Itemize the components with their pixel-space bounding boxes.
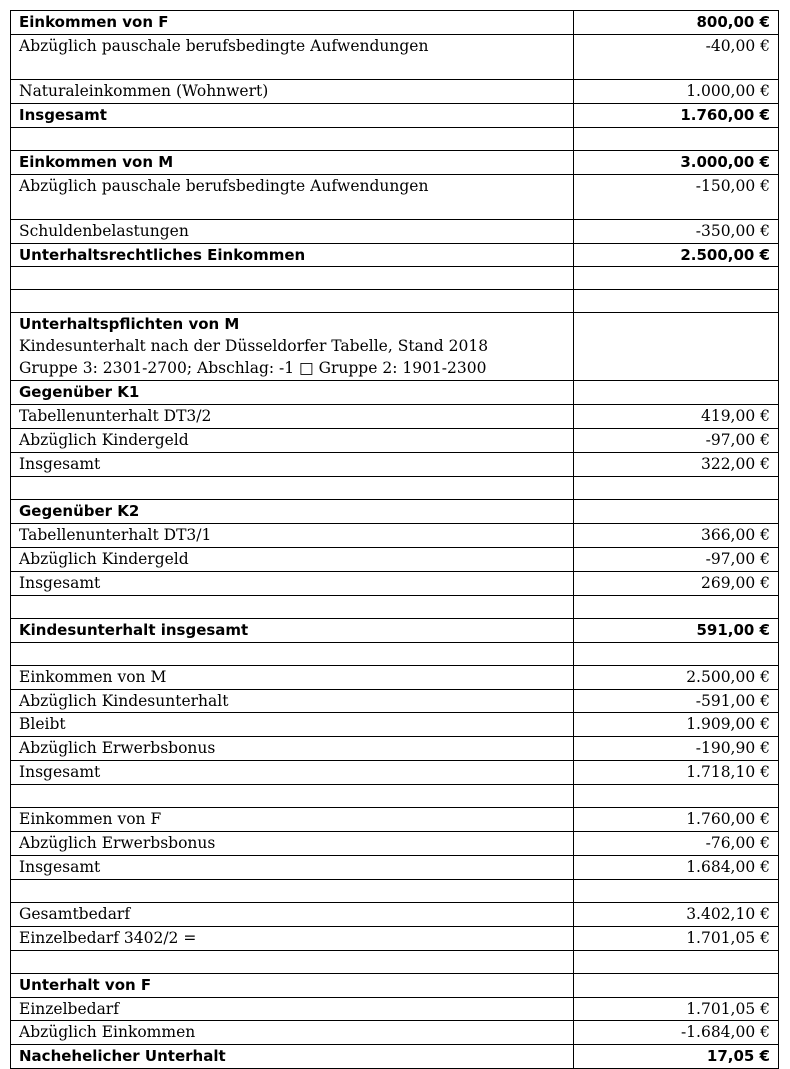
- row-label: [11, 1021, 574, 1045]
- row-label-line: Tabellenunterhalt DT3/1: [19, 525, 212, 544]
- row-label-line: Gesamtbedarf: [19, 904, 131, 923]
- row-amount: [574, 973, 779, 997]
- row-label-line: Tabellenunterhalt DT3/2: [19, 407, 212, 426]
- table-row: [11, 571, 779, 595]
- table-row: [11, 713, 779, 737]
- row-label: [11, 174, 574, 219]
- row-amount: 1.000,00 €: [574, 79, 779, 103]
- row-label: [11, 761, 574, 785]
- row-label: [11, 808, 574, 832]
- row-amount: [574, 477, 779, 500]
- row-label-line: Abzüglich Kindergeld: [19, 431, 189, 450]
- row-label: [11, 243, 574, 267]
- row-amount: 3.402,10 €: [574, 902, 779, 926]
- table-row: [11, 219, 779, 243]
- row-label-line: Einkommen von F: [19, 810, 162, 829]
- table-row: [11, 618, 779, 642]
- row-amount: -190,90 €: [574, 737, 779, 761]
- table-row: [11, 547, 779, 571]
- row-label: [11, 642, 574, 665]
- row-label-line: Insgesamt: [19, 105, 107, 124]
- table-row: [11, 429, 779, 453]
- row-amount: [574, 267, 779, 290]
- table-row: [11, 150, 779, 174]
- table-row: [11, 313, 779, 381]
- row-label-line: Einkommen von M: [19, 152, 174, 171]
- table-row: [11, 500, 779, 524]
- row-label: [11, 477, 574, 500]
- table-row: [11, 737, 779, 761]
- row-amount: 800,00 €: [574, 11, 779, 35]
- row-label-line: Unterhalt von F: [19, 975, 152, 994]
- table-row: [11, 127, 779, 150]
- row-label: [11, 313, 574, 381]
- row-label-line: Einzelbedarf 3402/2 =: [19, 928, 197, 947]
- row-label: [11, 902, 574, 926]
- row-label-line: Naturaleinkommen (Wohnwert): [19, 81, 269, 100]
- row-label-line: Insgesamt: [19, 763, 101, 782]
- row-label: [11, 785, 574, 808]
- row-label-line: Einkommen von F: [19, 13, 169, 31]
- table-row: [11, 973, 779, 997]
- row-label: [11, 150, 574, 174]
- table-row: [11, 761, 779, 785]
- row-amount: -76,00 €: [574, 832, 779, 856]
- row-amount: 322,00 €: [574, 453, 779, 477]
- row-label: [11, 737, 574, 761]
- table-row: [11, 855, 779, 879]
- row-label-line: Abzüglich Erwerbsbonus: [19, 834, 216, 853]
- row-label: [11, 997, 574, 1021]
- row-label: [11, 267, 574, 290]
- table-row: [11, 523, 779, 547]
- row-label: [11, 103, 574, 127]
- row-amount: 366,00 €: [574, 523, 779, 547]
- row-amount: [574, 595, 779, 618]
- row-amount: 17,05 €: [574, 1045, 779, 1069]
- row-amount: 419,00 €: [574, 405, 779, 429]
- table-row: [11, 381, 779, 405]
- row-label: [11, 595, 574, 618]
- table-row: [11, 290, 779, 313]
- row-amount: 2.500,00 €: [574, 665, 779, 689]
- row-label-line: Unterhaltspflichten von M: [19, 315, 240, 334]
- table-row: [11, 689, 779, 713]
- row-amount: -1.684,00 €: [574, 1021, 779, 1045]
- row-amount: [574, 313, 779, 381]
- row-amount: 1.718,10 €: [574, 761, 779, 785]
- row-label: [11, 523, 574, 547]
- table-row: [11, 950, 779, 973]
- row-label-line: Abzüglich Kindergeld: [19, 549, 189, 568]
- row-label-line: Kindesunterhalt nach der Düsseldorfer Tabelle, Stand 2018: [19, 337, 489, 356]
- row-amount: [574, 879, 779, 902]
- row-label: [11, 950, 574, 973]
- row-amount: 1.909,00 €: [574, 713, 779, 737]
- row-label: [11, 832, 574, 856]
- table-row: [11, 595, 779, 618]
- table-row: [11, 243, 779, 267]
- row-label-line: Einkommen von M: [19, 667, 167, 686]
- row-amount: [574, 785, 779, 808]
- row-label-line: Insgesamt: [19, 857, 101, 876]
- row-label: [11, 855, 574, 879]
- row-amount: -97,00 €: [574, 429, 779, 453]
- table-row: [11, 174, 779, 219]
- row-amount: 1.684,00 €: [574, 855, 779, 879]
- row-label: [11, 34, 574, 79]
- table-row: [11, 832, 779, 856]
- table-row: [11, 785, 779, 808]
- row-label: [11, 618, 574, 642]
- calculation-table-body: [11, 11, 779, 1069]
- row-amount: [574, 950, 779, 973]
- row-amount: -591,00 €: [574, 689, 779, 713]
- row-label: [11, 1045, 574, 1069]
- table-row: [11, 453, 779, 477]
- table-row: [11, 34, 779, 79]
- row-label: [11, 689, 574, 713]
- row-label-line: Abzüglich pauschale berufsbedingte Aufwendungen: [19, 36, 429, 55]
- table-row: [11, 926, 779, 950]
- row-label-line: Gegenüber K1: [19, 383, 140, 402]
- table-row: [11, 642, 779, 665]
- row-label: [11, 11, 574, 35]
- row-label-line: Gruppe 3: 2301-2700; Abschlag: -1 □ Gruppe 2: 1901-2300: [19, 359, 487, 378]
- row-amount: [574, 290, 779, 313]
- table-row: [11, 11, 779, 35]
- row-amount: [574, 381, 779, 405]
- table-row: [11, 79, 779, 103]
- row-label: [11, 405, 574, 429]
- row-amount: [574, 642, 779, 665]
- row-label-line: Abzüglich Einkommen: [19, 1023, 196, 1042]
- row-amount: 3.000,00 €: [574, 150, 779, 174]
- table-row: [11, 267, 779, 290]
- table-row: [11, 1021, 779, 1045]
- row-amount: 1.701,05 €: [574, 997, 779, 1021]
- row-label: [11, 429, 574, 453]
- row-amount: -350,00 €: [574, 219, 779, 243]
- row-label-line: Nachehelicher Unterhalt: [19, 1047, 226, 1066]
- row-amount: -97,00 €: [574, 547, 779, 571]
- row-label: [11, 79, 574, 103]
- table-row: [11, 103, 779, 127]
- row-amount: -150,00 €: [574, 174, 779, 219]
- row-label-line: Unterhaltsrechtliches Einkommen: [19, 245, 306, 264]
- row-amount: [574, 500, 779, 524]
- row-amount: 1.701,05 €: [574, 926, 779, 950]
- row-label: [11, 926, 574, 950]
- row-amount: 1.760,00 €: [574, 103, 779, 127]
- row-label-line: Abzüglich pauschale berufsbedingte Aufwendungen: [19, 176, 429, 195]
- row-label-line: Abzüglich Erwerbsbonus: [19, 739, 216, 758]
- table-row: [11, 997, 779, 1021]
- row-amount: 269,00 €: [574, 571, 779, 595]
- table-row: [11, 1045, 779, 1069]
- row-label: [11, 547, 574, 571]
- table-row: [11, 808, 779, 832]
- table-row: [11, 879, 779, 902]
- table-row: [11, 665, 779, 689]
- row-label-line: Kindesunterhalt insgesamt: [19, 620, 249, 639]
- row-label: [11, 713, 574, 737]
- row-label-line: Gegenüber K2: [19, 502, 140, 521]
- row-label-line: Schuldenbelastungen: [19, 221, 189, 240]
- row-amount: 2.500,00 €: [574, 243, 779, 267]
- table-row: [11, 902, 779, 926]
- table-row: [11, 405, 779, 429]
- row-label-line: Abzüglich Kindesunterhalt: [19, 691, 229, 710]
- row-label-line: Einzelbedarf: [19, 999, 119, 1018]
- row-label: [11, 127, 574, 150]
- row-label: [11, 879, 574, 902]
- row-label: [11, 290, 574, 313]
- row-label: [11, 665, 574, 689]
- row-amount: 591,00 €: [574, 618, 779, 642]
- row-label-line: Insgesamt: [19, 573, 101, 592]
- row-label-line: Insgesamt: [19, 455, 101, 474]
- row-amount: 1.760,00 €: [574, 808, 779, 832]
- row-label: [11, 381, 574, 405]
- row-label-line: Bleibt: [19, 715, 66, 734]
- row-label: [11, 571, 574, 595]
- row-label: [11, 453, 574, 477]
- row-label: [11, 973, 574, 997]
- row-amount: -40,00 €: [574, 34, 779, 79]
- calculation-table: [10, 10, 779, 1069]
- row-label: [11, 219, 574, 243]
- table-row: [11, 477, 779, 500]
- row-label: [11, 500, 574, 524]
- row-amount: [574, 127, 779, 150]
